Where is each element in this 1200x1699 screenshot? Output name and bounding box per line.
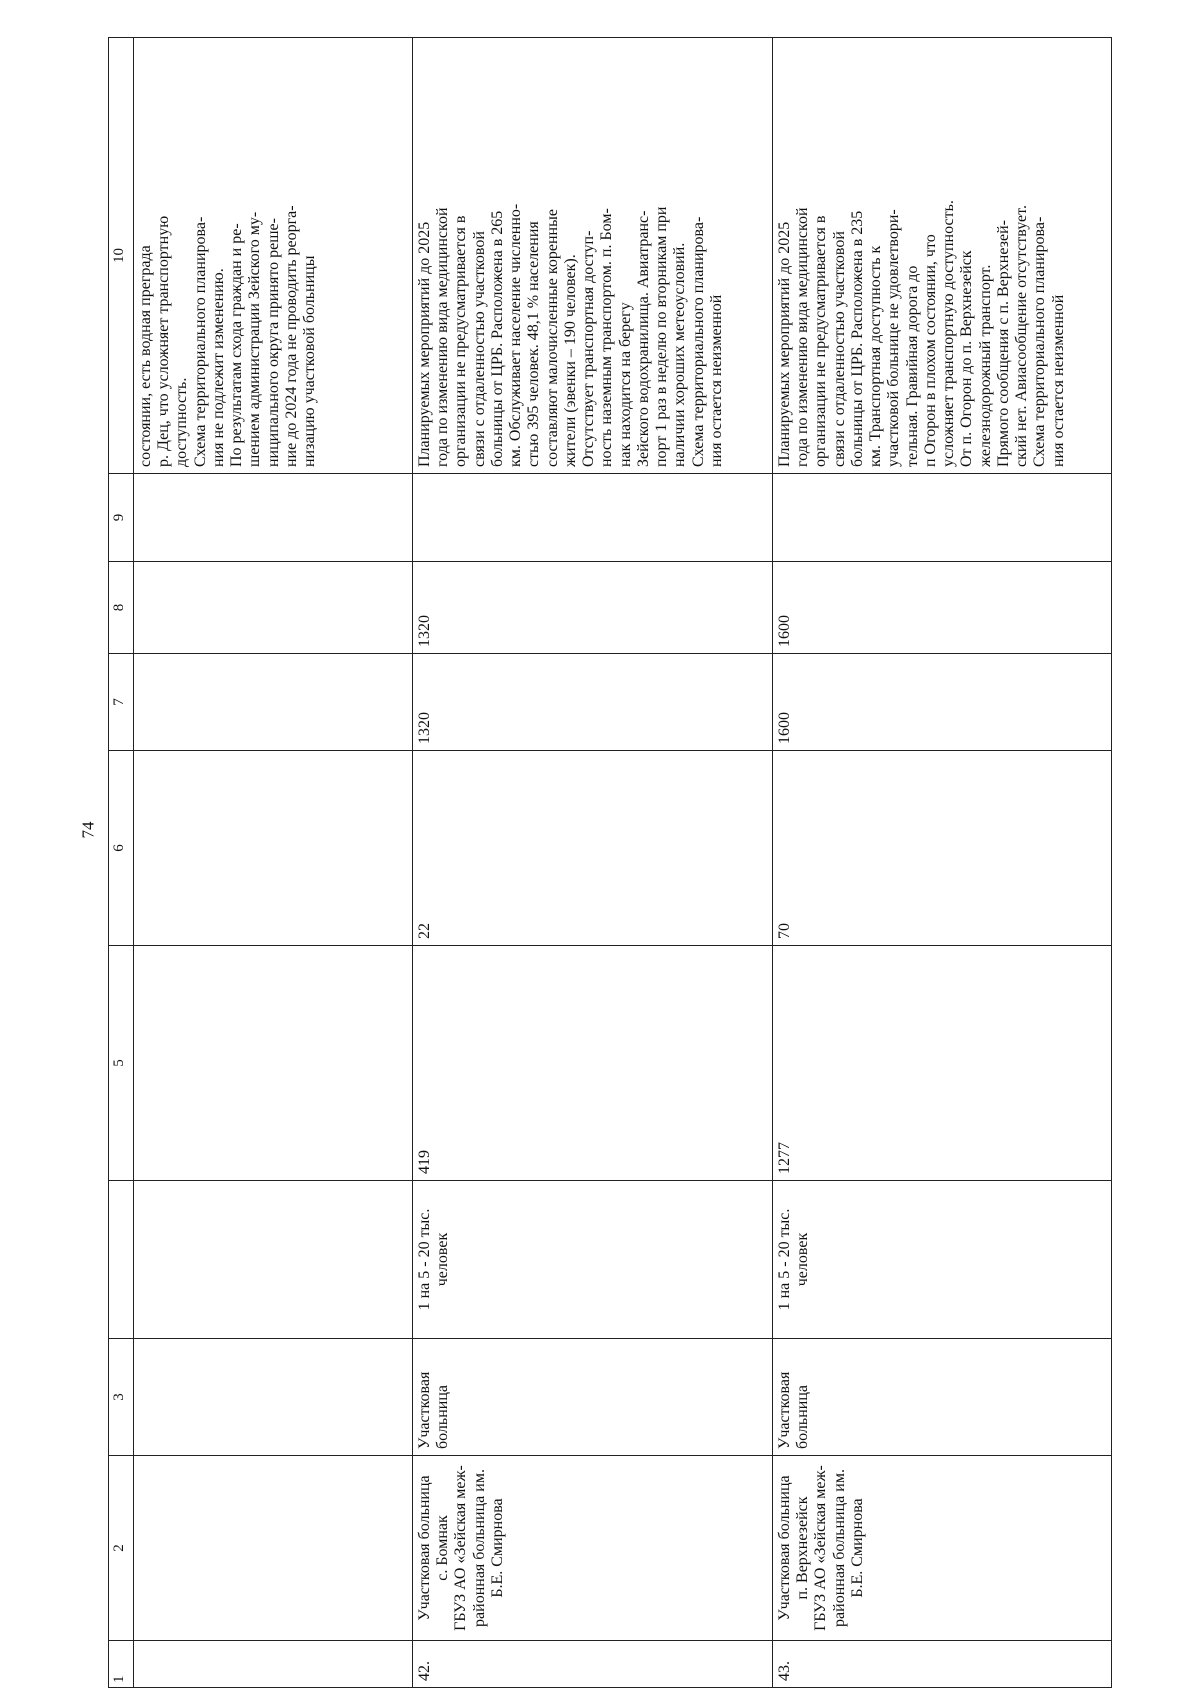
cell-norm [413, 1181, 773, 1339]
description-line: тельная. Гравийная дорога до [903, 265, 921, 467]
cell-description [413, 38, 773, 474]
description-line: Схема территориального планирова- [1031, 216, 1049, 467]
cell-type [134, 1339, 413, 1456]
description-line: км. Транспортная доступность к [867, 245, 885, 467]
description-line: Зейского водохранилища. Авиатранс- [634, 210, 652, 467]
data-table [108, 37, 1112, 1688]
description-line: Схема территориального планирова- [689, 216, 707, 467]
name-line: районная больница им. [830, 1469, 848, 1627]
description-line: шением администрации Зейского му- [246, 211, 264, 467]
description-line: ниципального округа принято реше- [264, 218, 282, 467]
cell-num: 43. [773, 1641, 1112, 1688]
description-line: железнодорожный транспорт. [976, 264, 994, 467]
description-line: От п. Огорон до п. Верхнезейск [958, 250, 976, 467]
description-line: порт 1 раз в неделю по вторникам при [653, 206, 671, 467]
header-cell-3: 3 [109, 1339, 134, 1456]
description-line: нак находится на берегу [616, 302, 634, 467]
cell-col5 [134, 946, 413, 1181]
name-line: ГБУЗ АО «Зейская меж- [452, 1465, 470, 1631]
header-cell-1: 1 [109, 1641, 134, 1688]
cell-name [134, 1456, 413, 1641]
description-line: км. Обслуживает население численно- [507, 203, 525, 467]
cell-norm [773, 1181, 1112, 1339]
description-line: ский нет. Авиасообщение отсутствует. [1013, 205, 1031, 467]
table-row [134, 38, 413, 1688]
header-cell-8: 8 [109, 562, 134, 654]
cell-col9 [773, 474, 1112, 562]
header-row [109, 38, 134, 1688]
name-line: Участковая больница [416, 1475, 433, 1621]
description-line: ния остается неизменной [1049, 294, 1067, 467]
name-line: районная больница им. [470, 1469, 488, 1627]
description-line: ние до 2024 года не проводить реорга- [282, 205, 300, 467]
description-line: Схема территориального планирова- [191, 216, 209, 467]
cell-name [413, 1456, 773, 1641]
type-line: больница [434, 1385, 452, 1449]
cell-type [413, 1339, 773, 1456]
name-line: п. Верхнезейск [794, 1496, 812, 1600]
norm-line: человек [434, 1232, 452, 1287]
name-line: с. Бомнак [434, 1515, 452, 1581]
cell-col8 [134, 562, 413, 654]
description-line: жители (эвенки – 190 человек). [561, 254, 579, 467]
header-cell-4 [109, 1181, 134, 1339]
rotated-table-container [108, 38, 1108, 1688]
cell-col9 [134, 474, 413, 562]
description-line: организации не предусматривается в [452, 215, 470, 467]
description-line: доступность. [173, 377, 191, 467]
norm-line: 1 на 5 - 20 тыс. [776, 1208, 793, 1311]
cell-col8: 1600 [773, 562, 1112, 654]
name-line: ГБУЗ АО «Зейская меж- [812, 1465, 830, 1631]
header-cell-10: 10 [109, 38, 134, 474]
cell-col5: 419 [413, 946, 773, 1181]
cell-col9 [413, 474, 773, 562]
description-line: По результатам схода граждан и ре- [228, 223, 246, 467]
cell-description [773, 38, 1112, 474]
cell-num [134, 1641, 413, 1688]
description-line: участковой больнице не удовлетвори- [885, 209, 903, 467]
description-line: больницы от ЦРБ. Расположена в 235 [848, 210, 866, 467]
description-line: стью 395 человек. 48,1 % населения [525, 221, 543, 467]
cell-description [134, 38, 413, 474]
description-line: р. Дец, что усложняет транспортную [155, 215, 173, 467]
description-line: ния остается неизменной [707, 294, 725, 467]
norm-line: 1 на 5 - 20 тыс. [416, 1208, 433, 1311]
cell-col7: 1320 [413, 654, 773, 751]
header-cell-9: 9 [109, 474, 134, 562]
header-cell-5: 5 [109, 946, 134, 1181]
type-line: больница [794, 1385, 812, 1449]
description-line: п Огорон в плохом состоянии, что [921, 234, 939, 467]
table-row [413, 38, 773, 1688]
cell-col6 [134, 751, 413, 946]
header-cell-2: 2 [109, 1456, 134, 1641]
type-line: Участковая [416, 1371, 433, 1449]
description-line: Планируемых мероприятий до 2025 [416, 221, 433, 467]
norm-line: человек [794, 1232, 812, 1287]
cell-norm [134, 1181, 413, 1339]
description-line: связи с отдаленностью участковой [470, 231, 488, 467]
type-line: Участковая [776, 1371, 793, 1449]
cell-col8: 1320 [413, 562, 773, 654]
description-line: наличии хороших метеоусловий. [671, 242, 689, 467]
page-number: 74 [78, 821, 98, 839]
description-line: ность наземным транспортом. п. Бом- [598, 208, 616, 467]
description-line: состоянии, есть водная преграда [137, 245, 154, 467]
description-line: Отсутствует транспортная доступ- [580, 230, 598, 467]
cell-num: 42. [413, 1641, 773, 1688]
description-line: организации не предусматривается в [812, 215, 830, 467]
description-line: больницы от ЦРБ. Расположена в 265 [488, 210, 506, 467]
description-line: Планируемых мероприятий до 2025 [776, 221, 793, 467]
description-line: ния не подлежит изменению. [209, 268, 227, 467]
cell-col6: 70 [773, 751, 1112, 946]
description-line: года по изменению вида медицинской [794, 207, 812, 467]
name-line: Б.Е. Смирнова [488, 1498, 506, 1598]
cell-col7: 1600 [773, 654, 1112, 751]
cell-col6: 22 [413, 751, 773, 946]
description-line: Прямого сообщения с п. Верхнезей- [994, 220, 1012, 467]
description-line: низацию участковой больницы [301, 255, 319, 467]
description-line: связи с отдаленностью участковой [830, 231, 848, 467]
description-line: составляют малочисленные коренные [543, 209, 561, 467]
cell-type [773, 1339, 1112, 1456]
description-line: года по изменению вида медицинской [434, 207, 452, 467]
name-line: Б.Е. Смирнова [848, 1498, 866, 1598]
description-line: усложняет транспортную доступность. [940, 200, 958, 467]
cell-col7 [134, 654, 413, 751]
cell-name [773, 1456, 1112, 1641]
header-cell-6: 6 [109, 751, 134, 946]
header-cell-7: 7 [109, 654, 134, 751]
name-line: Участковая больница [776, 1475, 793, 1621]
table-row [773, 38, 1112, 1688]
cell-col5: 1277 [773, 946, 1112, 1181]
